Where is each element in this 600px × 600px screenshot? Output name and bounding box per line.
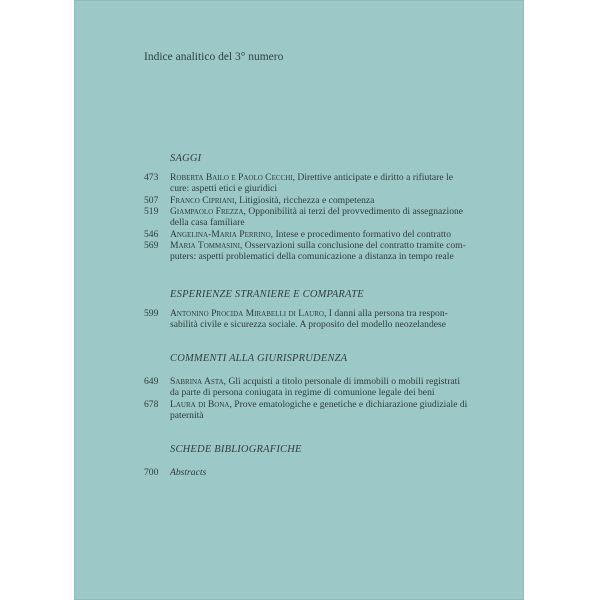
entry-author: Angelina-Maria Perrino [170,229,271,240]
entry-page-number: 546 [144,229,159,240]
entry-title: , Prove ematologiche e genetiche e dichiarazione giudiziale di [229,399,468,410]
entry-author: Roberta Bailo e Paolo Cecchi [170,172,293,183]
entry-page-number: 569 [144,240,159,251]
index-page [74,0,524,600]
entry-title: , Opponibilità ai terzi del provvedimento di assegnazione [243,206,464,217]
entry-author: Franco Cipriani [170,195,235,206]
entry-title: , I danni alla persona tra respon- [323,308,448,319]
entry-title: , Litigiosità, ricchezza e competenza [234,195,375,206]
entry-author: Laura di Bona [170,399,230,410]
entry-title-continuation: della casa familiare [170,217,245,229]
entry-author: Maria Tommasini [170,240,240,251]
entry-title: , Direttive anticipate e diritto a rifiutare le [292,172,453,183]
entry-page-number: 599 [144,308,159,319]
entry-title-continuation: cure: aspetti etici e giuridici [170,183,278,195]
entry-title-continuation: sabilità civile e sicurezza sociale. A proposito del modello neozelandese [170,319,446,331]
entry-title: , Gli acquisti a titolo personale di immobili o mobili registrati [223,376,460,387]
entry-title-continuation: paternità [170,410,204,422]
section-title-saggi: SAGGI [170,153,202,164]
entry-page-number: 678 [144,399,159,410]
entry-title: , Osservazioni sulla conclusione del contratto tramite com- [239,240,466,251]
entry-page-number: 649 [144,376,159,387]
entry-title-continuation: da parte di persona coniugata in regime di comunione legale dei beni [170,387,435,399]
entry-title: Abstracts [170,467,207,478]
section-title-schede: SCHEDE BIBLIOGRAFICHE [170,444,302,455]
entry-page-number: 473 [144,172,159,183]
entry-title: , Intese e procedimento formativo del contratto [270,229,452,240]
page-header: Indice analitico del 3° numero [144,51,284,63]
section-title-commenti: COMMENTI ALLA GIURISPRUDENZA [170,353,348,364]
entry-author: Antonino Procida Mirabelli di Lauro [170,308,324,319]
entry-author: Giampaolo Frezza [170,206,244,217]
entry-author: Sabrina Asta [170,376,224,387]
entry-page-number: 507 [144,195,159,206]
entry-page-number: 519 [144,206,159,217]
entry-page-number: 700 [144,467,159,478]
section-title-esperienze: ESPERIENZE STRANIERE E COMPARATE [170,289,364,300]
entry-title-continuation: puters: aspetti problematici della comunicazione a distanza in tempo reale [170,251,454,263]
